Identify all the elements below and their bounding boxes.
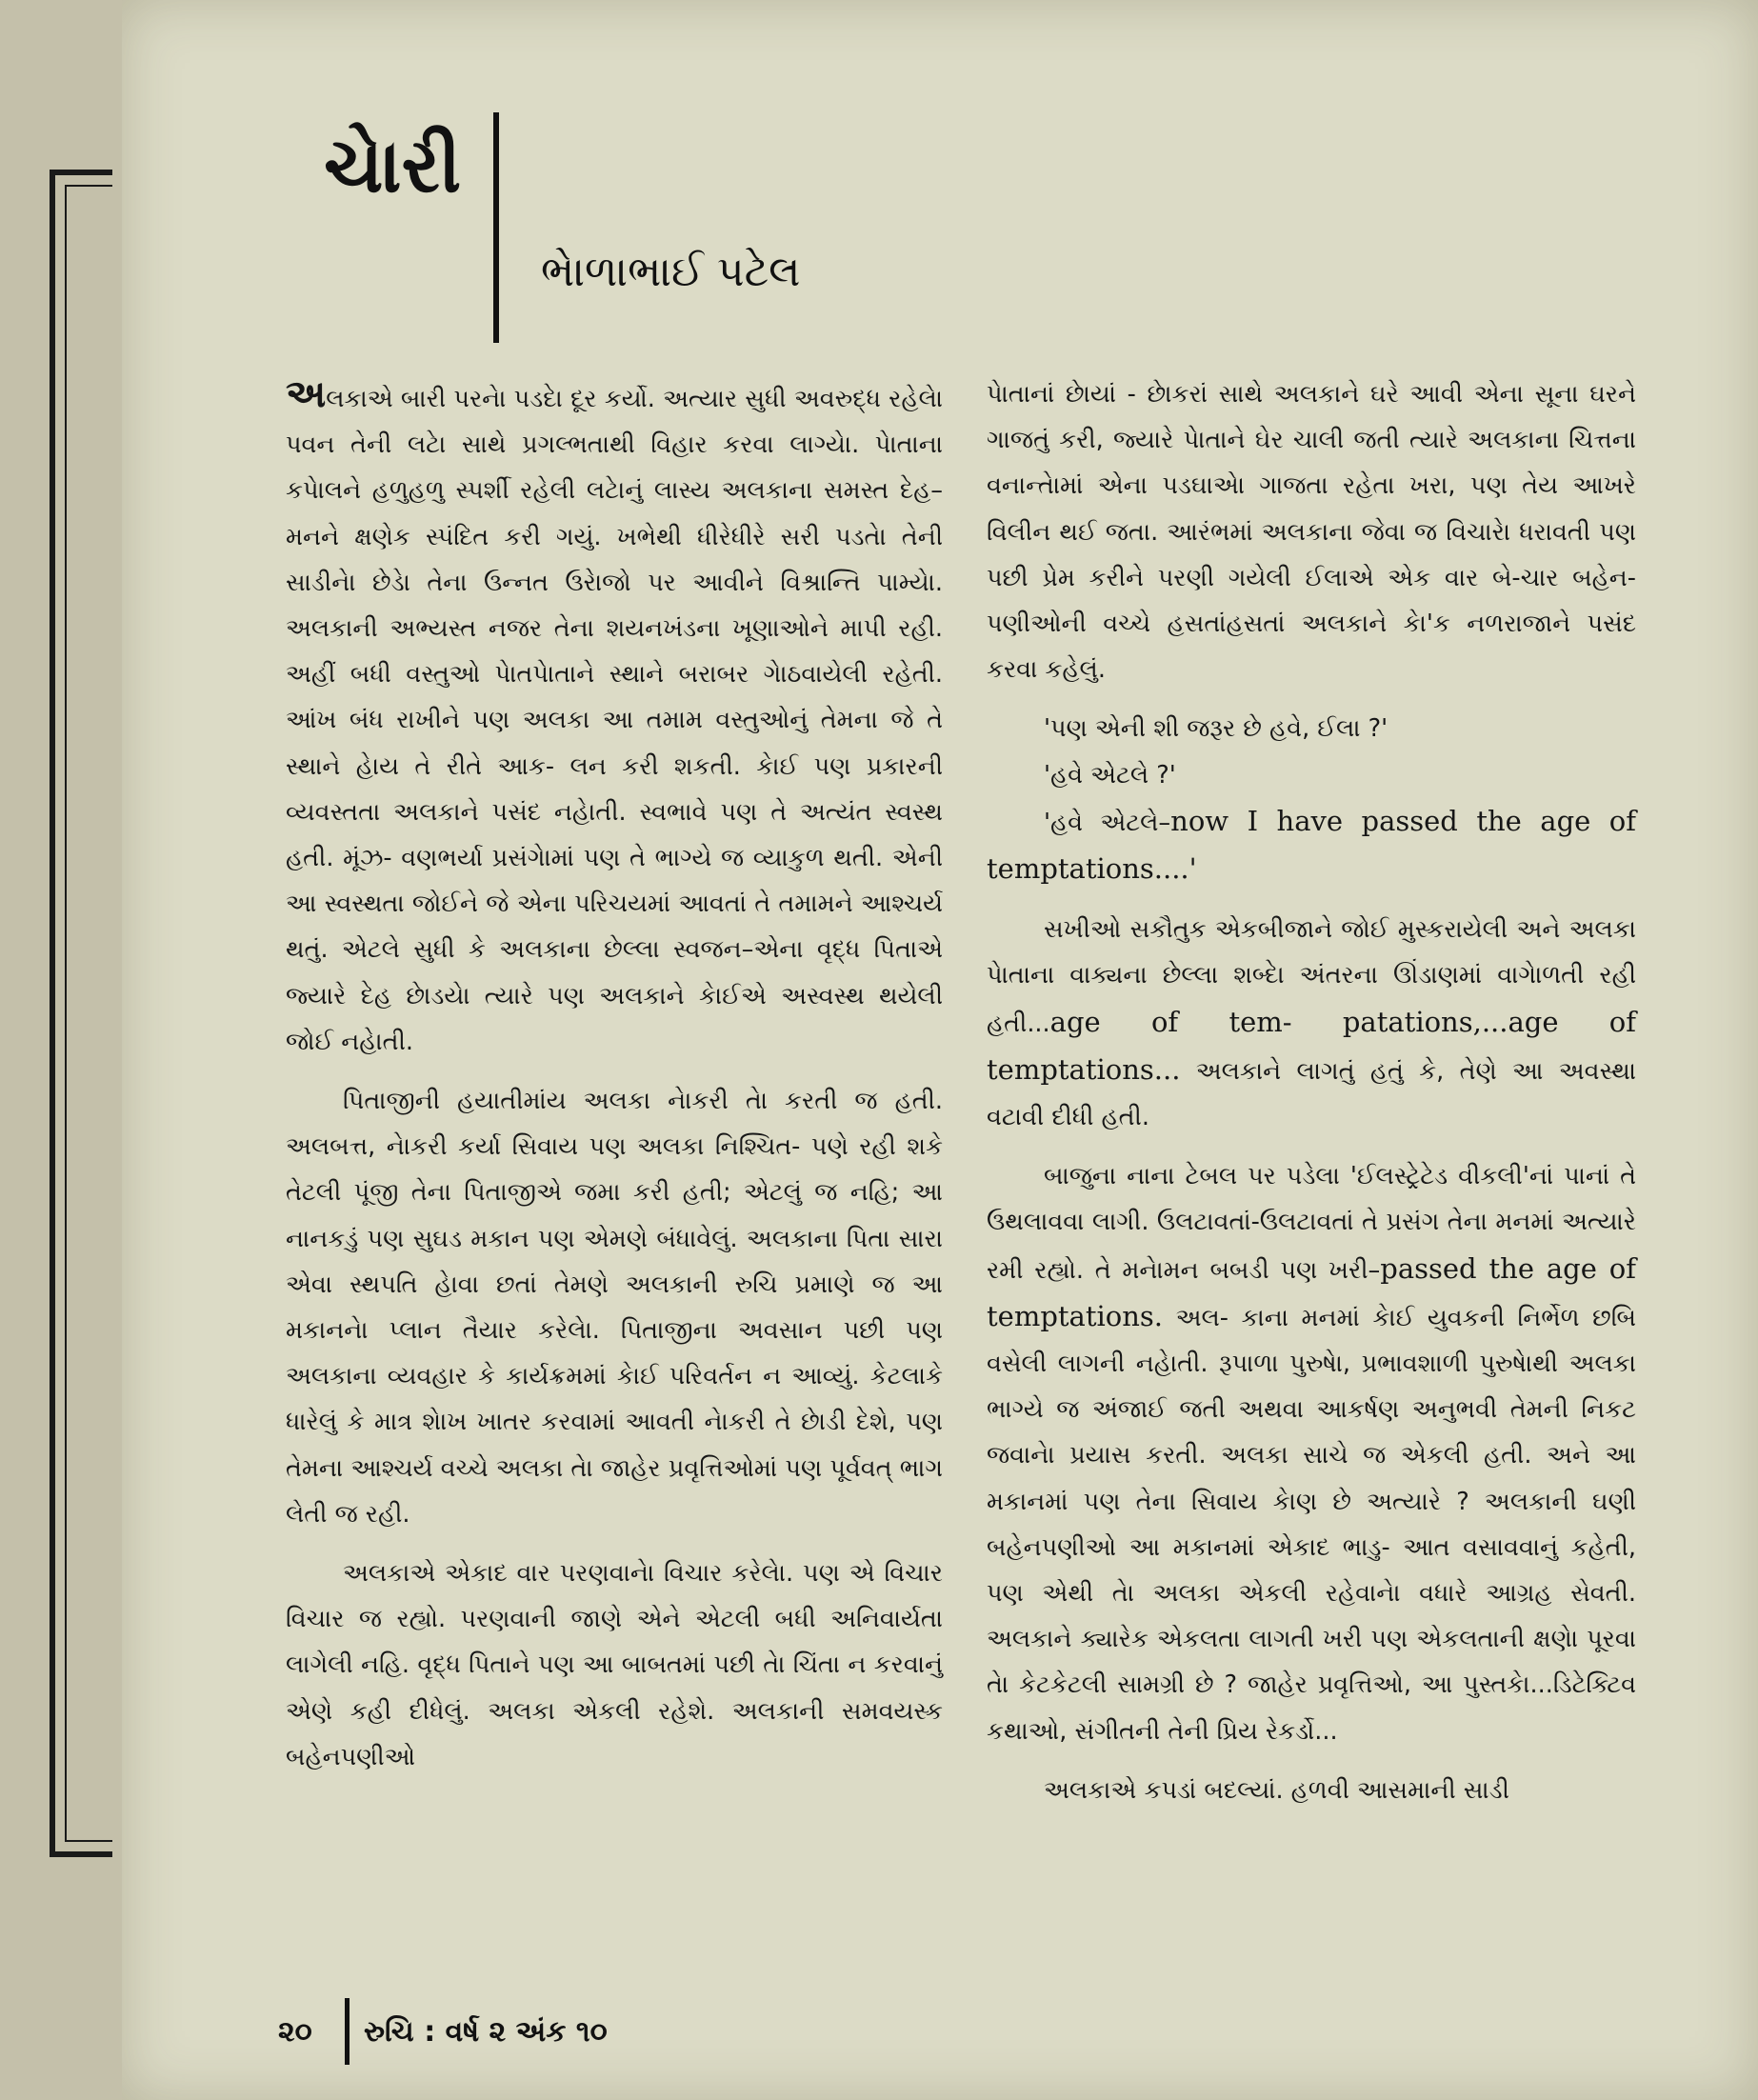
page-number: ૨૦ [278, 2015, 312, 2049]
decorative-border [50, 170, 112, 1857]
dialogue-line-2: 'હવે એટલે ?' [1044, 760, 1176, 790]
article-title: ચેારી [324, 124, 462, 210]
footer-divider [345, 1998, 350, 2065]
paragraph-4: પેાતાનાં છેાયાં - છેાકરાં સાથે અલકાને ઘરે આવી એના સૂના ઘરને ગાજતું કરી, જ્યારે પેાતાને ઘેર ચાલી જતી ત્યારે અલકાના ચિત્તના વનાન્તેામાં એના પડઘાએા ગાજતા રહેતા ખરા, પણ તેય આખરે વિલીન થઈ જતા. આરંભમાં અલકાના જેવા જ વિચારેા ધરાવતી પણ પછી પ્રેમ કરીને પરણી ગયેલી ઈલાએ એક વાર બે-ચાર બહેન- પણીઓની વચ્ચે હસતાંહસતાં અલકાને કેા'ક નળરાજાને પસંદ કરવા કહેલું. [987, 380, 1636, 685]
title-divider [493, 112, 499, 343]
dialogue-line-3: 'હવે એટલે–now I have passed the age of temptations....' [987, 804, 1636, 886]
paragraph-3: અલકાએ એકાદ વાર પરણવાનેા વિચાર કરેલેા. પણ એ વિચાર વિચાર જ રહ્યો. પરણવાની જાણે એને એટલી બધી અનિવાર્યતા લાગેલી નહિ. વૃદ્ધ પિતાને પણ આ બાબતમાં પછી તેા ચિંતા ન કરવાનું એણે કહી દીધેલું. અલકા એકલી રહેશે. અલકાની સમવયસ્ક બહેનપણીઓ [286, 1559, 943, 1771]
adjacent-page-edge [0, 0, 122, 2100]
paragraph-7: અલકાએ કપડાં બદલ્યાં. હળવી આસમાની સાડી [1044, 1775, 1509, 1805]
right-column [987, 371, 1636, 1827]
article-author: ભેાળાભાઈ પટેલ [541, 248, 801, 296]
left-column [286, 371, 943, 1793]
paragraph-1: અલકાએ બારી પરનેા પડદેા દૂર કર્યો. અત્યાર સુધી અવરુદ્ધ રહેલેા પવન તેની લટેા સાથે પ્રગલ્ભતાથી વિહાર કરવા લાગ્યેા. પેાતાના કપેાલને હળુહળુ સ્પર્શી રહેલી લટેાનું લાસ્ય અલકાના સમસ્ત દેહ–મનને ક્ષણેક સ્પંદિત કરી ગયું. ખભેથી ધીરેધીરે સરી પડતેા તેની સાડીનેા છેડેા તેના ઉન્નત ઉરેાજો પર આવીને વિશ્રાન્તિ પામ્યેા. અલકાની અભ્યસ્ત નજર તેના શયનખંડના ખૂણાઓને માપી રહી. અહીં બધી વસ્તુઓ પેાતપેાતાને સ્થાને બરાબર ગેાઠવાયેલી રહેતી. આંખ બંધ રાખીને પણ અલકા આ તમામ વસ્તુઓનું તેમના જે તે સ્થાને હેાય તે રીતે આક- લન કરી શકતી. કેાઈ પણ પ્રકારની વ્યવસ્તતા અલકાને પસંદ નહેાતી. સ્વભાવે પણ તે અત્યંત સ્વસ્થ હતી. મૂંઝ- વણભર્યા પ્રસંગેામાં પણ તે ભાગ્યે જ વ્યાકુળ થતી. એની આ સ્વસ્થતા જોઈને જે એના પરિચયમાં આવતાં તે તમામને આશ્ચર્ય થતું. એટલે સુધી કે અલકાના છેલ્લા સ્વજન–એના વૃદ્ધ પિતાએ જ્યારે દેહ છેાડયેા ત્યારે પણ અલકાને કેાઈએ અસ્વસ્થ થયેલી જોઈ નહેાતી. [286, 372, 943, 1056]
paragraph-5: સખીઓ સકૌતુક એકબીજાને જોઈ મુસ્કરાયેલી અને અલકા પેાતાના વાક્યના છેલ્લા શબ્દેા અંતરના ઊંડાણમાં વાગેાળતી રહી હતી...age of tem- patations,...age of temptations... અલકાને લાગતું હતું કે, તેણે આ અવસ્થા વટાવી દીધી હતી. [987, 915, 1636, 1132]
magazine-issue: રુચિ : વર્ષ ૨ અંક ૧૦ [364, 2015, 608, 2049]
paragraph-6: બાજુના નાના ટેબલ પર પડેલા 'ઈલસ્ટ્રેટેડ વીકલી'નાં પાનાં તે ઉથલાવવા લાગી. ઉલટાવતાં-ઉલટાવતાં તે પ્રસંગ તેના મનમાં અત્યારે રમી રહ્યો. તે મનેામન બબડી પણ ખરી–passed the age of temptations. અલ- કાના મનમાં કેાઈ યુવકની નિર્ભેળ છબિ વસેલી લાગની નહેાતી. રૂપાળા પુરુષેા, પ્રભાવશાળી પુરુષેાથી અલકા ભાગ્યે જ અંજાઈ જતી અથવા આકર્ષણ અનુભવી તેમની નિકટ જવાનેા પ્રયાસ કરતી. અલકા સાચે જ એકલી હતી. અને આ મકાનમાં પણ તેના સિવાય કેાણ છે અત્યારે ? અલકાની ઘણી બહેનપણીઓ આ મકાનમાં એકાદ ભાડુ- આત વસાવવાનું કહેતી, પણ એથી તેા અલકા એકલી રહેવાનેા વધારે આગ્રહ સેવતી. અલકાને ક્યારેક એકલતા લાગતી ખરી પણ એકલતાની ક્ષણેા પૂરવા તેા કેટકેટલી સામગ્રી છે ? જાહેર પ્રવૃત્તિઓ, આ પુસ્તકેા...ડિટેક્ટિવ કથાઓ, સંગીતની તેની પ્રિય રેકર્ડો... [987, 1162, 1636, 1746]
paragraph-2: પિતાજીની હયાતીમાંય અલકા નેાકરી તેા કરતી જ હતી. અલબત્ત, નેાકરી કર્યા સિવાય પણ અલકા નિશ્ચિત- પણે રહી શકે તેટલી પૂંજી તેના પિતાજીએ જમા કરી હતી; એટલું જ નહિ; આ નાનકડું પણ સુઘડ મકાન પણ એમણે બંધાવેલું. અલકાના પિતા સારા એવા સ્થપતિ હેાવા છતાં તેમણે અલકાની રુચિ પ્રમાણે જ આ મકાનનેા પ્લાન તૈયાર કરેલેા. પિતાજીના અવસાન પછી પણ અલકાના વ્યવહાર કે કાર્યક્રમમાં કેાઈ પરિવર્તન ન આવ્યું. કેટલાકે ધારેલું કે માત્ર શેાખ ખાતર કરવામાં આવતી નેાકરી તે છેાડી દેશે, પણ તેમના આશ્ચર્ય વચ્ચે અલકા તેા જાહેર પ્રવૃત્તિઓમાં પણ પૂર્વવત્ ભાગ લેતી જ રહી. [286, 1087, 943, 1529]
drop-cap: અ [286, 372, 327, 416]
dialogue-line-1: 'પણ એની શી જરૂર છે હવે, ઈલા ?' [1044, 714, 1388, 744]
